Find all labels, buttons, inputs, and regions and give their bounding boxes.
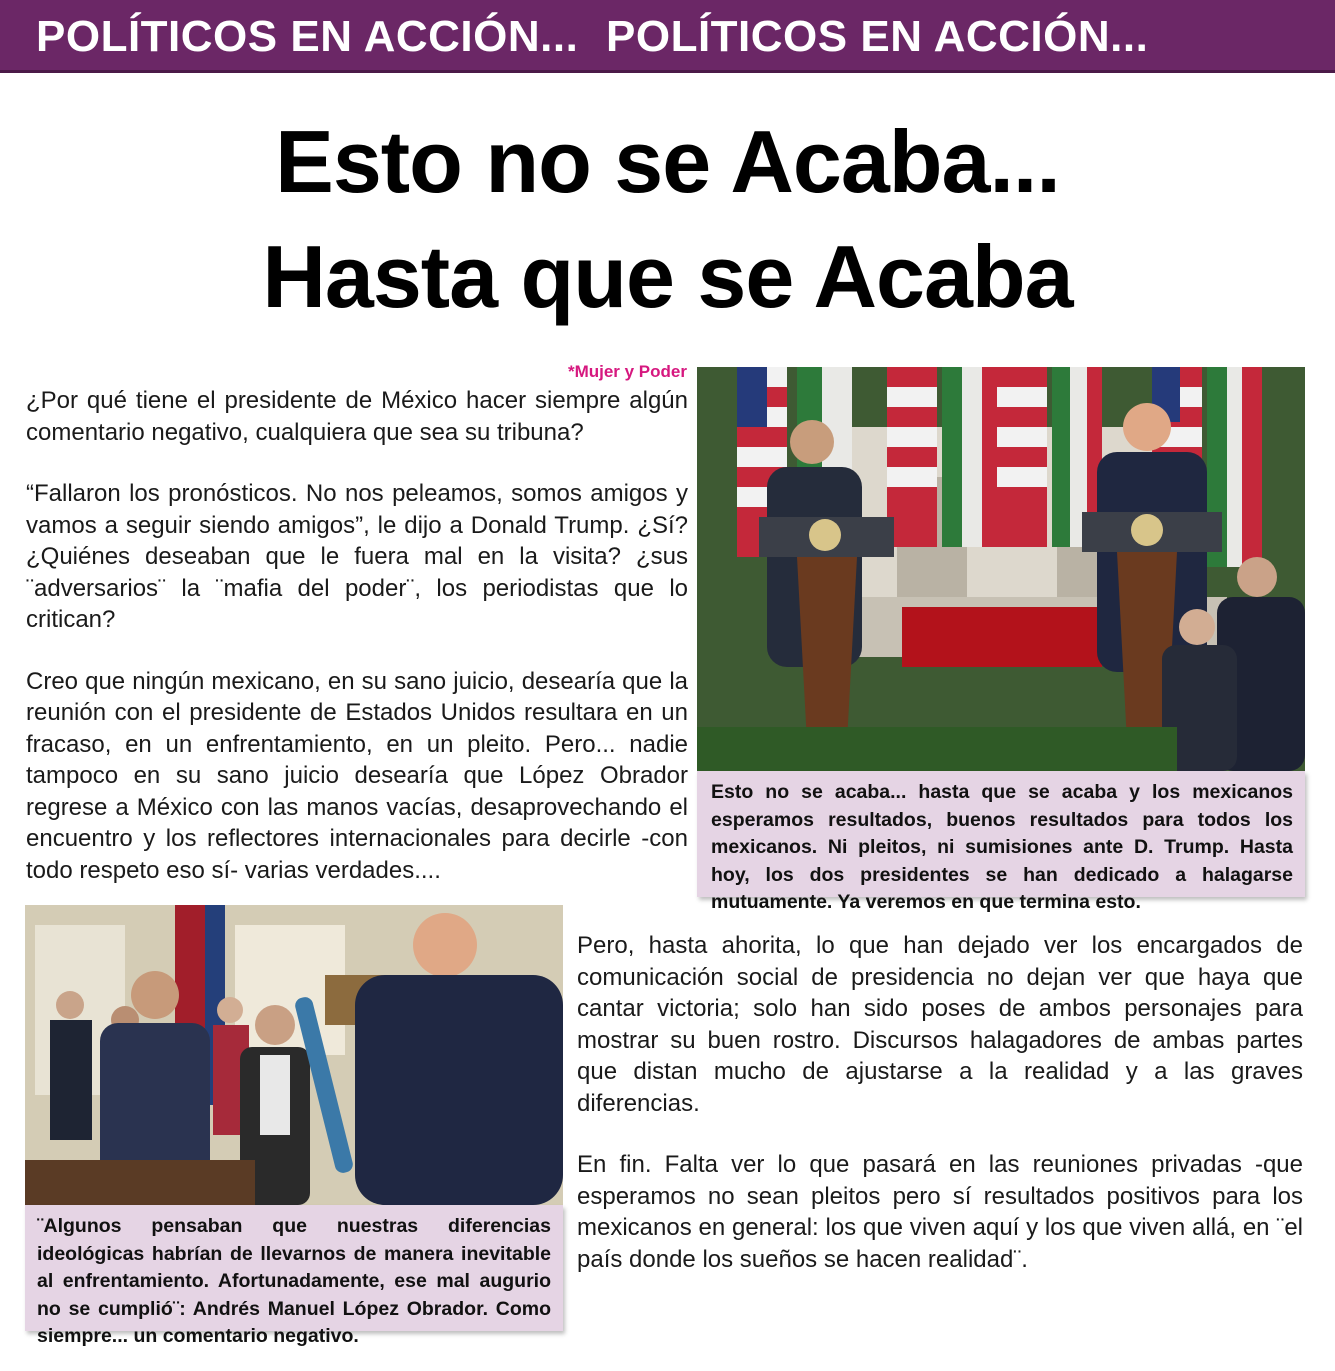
section-banner [0,0,1335,73]
photo-1-caption: Esto no se acaba... hasta que se acaba y los mexicanos esperamos resultados, buenos resultados para todos los mexicanos. Ni pleitos, ni sumisiones ante D. Trump. Hasta hoy, los dos presidentes se han dedicado a halagarse mutuamente. Ya veremos en que termina esto. [697,771,1305,897]
paragraph: Creo que ningún mexicano, en su sano juicio, desearía que la reunión con el presidente de Estados Unidos resultara en un fracaso, en un enfrentamiento, en un pleito. Pero... nadie tampoco en su sano juicio desearía que López Obrador regrese a México con las manos vacías, desaprovechando el encuentro y los reflectores internacionales para decirle -con todo respeto eso sí- varias verdades.... [26,667,688,884]
author-credit: *Mujer y Poder [567,362,687,381]
photo-2-caption: ¨Algunos pensaban que nuestras diferencias ideológicas habrían de llevarnos de manera inevitable al enfrentamiento. Afortunadamente, ese mal augurio no se cumplió¨: Andrés Manuel López Obrador. Como siempre... un comentario negativo. [25,1205,563,1331]
photo-illustration [25,905,563,1205]
paragraph: “Fallaron los pronósticos. No nos peleamos, somos amigos y vamos a seguir siendo amigos”, le dijo a Donald Trump. ¿Sí? ¿Quiénes deseaban que le fuera mal en la visita? ¿sus ¨adversarios¨ la ¨mafia del poder¨, los periodistas que lo critican? [26,480,688,633]
photo-oval-office-gift [25,905,563,1205]
paragraph: En fin. Falta ver lo que pasará en las reuniones privadas -que esperamos no sean pleitos pero sí resultados positivos para los mexicanos en general: los que viven aquí y los que viven allá, en ¨el país donde los sueños se hacen realidad¨. [577,1151,1303,1273]
banner-text-1: POLÍTICOS EN ACCIÓN... [36,12,579,61]
headline-line-2: Hasta que se Acaba [262,227,1073,326]
banner-text-2: POLÍTICOS EN ACCIÓN... [606,12,1149,61]
right-column-text [577,930,1303,1305]
left-column-text [26,385,688,916]
photo-rose-garden-press-conference [697,367,1305,771]
headline-line-1: Esto no se Acaba... [275,112,1060,211]
paragraph: ¿Por qué tiene el presidente de México hacer siempre algún comentario negativo, cualquiera que sea su tribuna? [26,387,688,446]
photo-illustration [697,367,1305,771]
paragraph: Pero, hasta ahorita, lo que han dejado ver los encargados de comunicación social de presidencia no dejan ver que haya que cantar victoria; solo han sido poses de ambos personajes para mostrar su buen rostro. Discursos halagadores de ambas partes que distan mucho de ajustarse a la realidad y a las graves diferencias. [577,932,1303,1117]
